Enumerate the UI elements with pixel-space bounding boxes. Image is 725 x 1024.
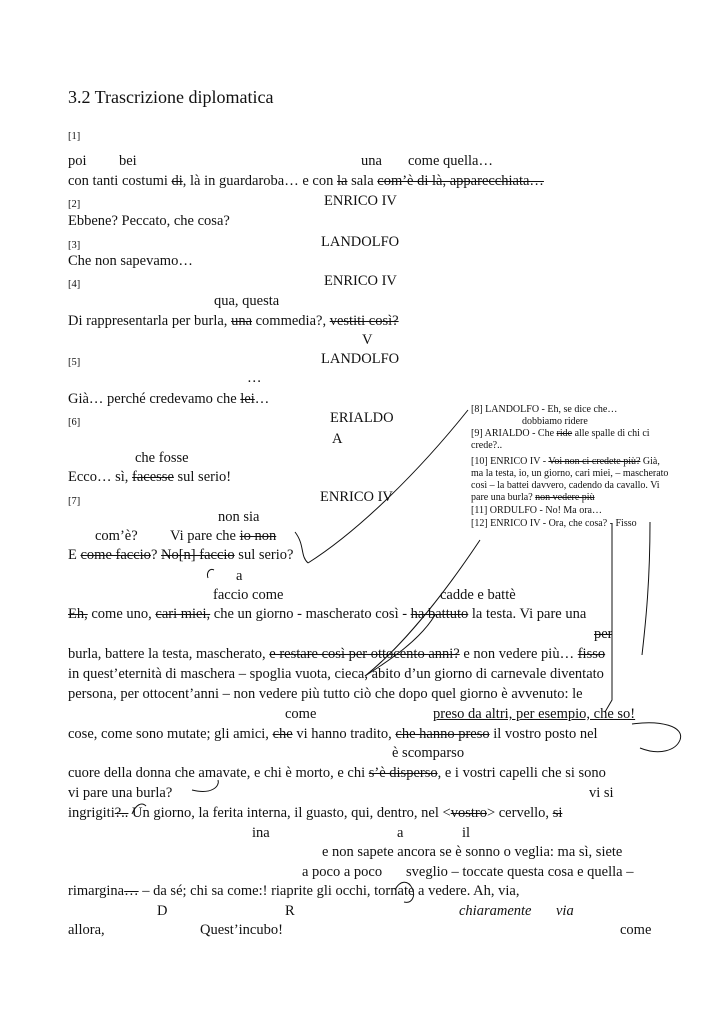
text-line: Di rappresentarla per burla, una commedia?, vestiti così? xyxy=(68,313,399,329)
connector-line xyxy=(295,532,308,563)
connector-line xyxy=(642,522,650,655)
interlinear-addition: cadde e battè xyxy=(440,587,516,603)
text-fragment: poi xyxy=(68,153,87,169)
margin-mark: R xyxy=(285,903,295,919)
deletion: che hanno preso xyxy=(395,726,490,742)
interlinear-addition: via xyxy=(556,903,574,919)
text-line: cuore della donna che amavate, e chi è morto, e chi s’è disperso, e i vostri capelli che si sono xyxy=(68,765,606,781)
speaker-name: ERIALDO xyxy=(330,410,394,426)
interlinear-addition: chiaramente xyxy=(459,903,532,919)
note-line: crede?.. xyxy=(471,440,503,451)
text-line: E come faccio? No[n] faccio sul serio? xyxy=(68,547,294,563)
interlinear-addition: faccio come xyxy=(213,587,284,603)
deletion: per xyxy=(594,626,613,642)
text-line: vi pare una burla? xyxy=(68,785,173,801)
text-line: Già… perché credevamo che lei… xyxy=(68,391,270,407)
deletion: di xyxy=(171,173,183,189)
note-line: [9] ARIALDO - Che ride alle spalle di chi ci xyxy=(471,428,650,439)
text-line: Che non sapevamo… xyxy=(68,253,193,269)
interlinear-addition: e non sapete ancora se è sonno o veglia: ma sì, siete xyxy=(322,844,623,860)
deletion: non vedere più xyxy=(535,492,595,503)
note-line: pare una burla? non vedere più xyxy=(471,492,595,503)
margin-mark: V xyxy=(362,332,373,348)
deletion: come faccio xyxy=(80,547,151,563)
speech-number: [4] xyxy=(68,279,81,290)
speech-number: [5] xyxy=(68,357,81,368)
deletion: facesse xyxy=(132,469,174,485)
text-line: cose, come sono mutate; gli amici, che vi hanno tradito, che hanno preso il vostro posto nel xyxy=(68,726,598,742)
text-line: come xyxy=(620,922,652,938)
text-line: burla, battere la testa, mascherato, e restare così per ottocento anni? e non vedere più… fisso xyxy=(68,646,606,662)
connector-line xyxy=(207,569,214,578)
interlinear-addition xyxy=(594,626,613,643)
text-line: Ecco… sì, facesse sul serio! xyxy=(68,469,232,485)
interlinear-addition: come xyxy=(285,706,317,722)
interlinear-addition: qua, questa xyxy=(214,293,280,309)
note-line: [11] ORDULFO - No! Ma ora… xyxy=(471,505,602,516)
speech-number: [7] xyxy=(68,496,81,507)
text-line: allora, xyxy=(68,922,105,938)
scene-marker: [1] xyxy=(68,131,81,142)
text-fragment: una xyxy=(361,153,382,169)
interlinear-addition: … xyxy=(247,370,262,386)
text-line: con tanti costumi di, là in guardaroba… e con la sala com’è di là, apparecchiata… xyxy=(68,173,544,189)
note-line: così – la battei davvero, cadendo da cavallo. Vi xyxy=(471,480,660,491)
interlinear-addition: che fosse xyxy=(135,450,189,466)
text-line: ingrigiti?.. Un giorno, la ferita interna, il guasto, qui, dentro, nel <vostro> cervello, si xyxy=(68,805,563,821)
text-line: Ebbene? Peccato, che cosa? xyxy=(68,213,230,229)
connector-line xyxy=(632,723,681,752)
deletion: Eh, xyxy=(68,606,88,622)
interlinear-addition: a xyxy=(397,825,404,841)
deletion: fisso xyxy=(577,646,606,662)
deletion: Voi non ci credete più? xyxy=(548,456,641,467)
margin-mark: A xyxy=(332,431,343,447)
deletion: io non xyxy=(239,528,277,544)
interlinear-addition: vi si xyxy=(589,785,614,801)
text-line: Quest’incubo! xyxy=(200,922,283,938)
deletion: vostro xyxy=(450,805,487,821)
speaker-name: ENRICO IV xyxy=(324,273,397,289)
deletion: una xyxy=(231,313,252,329)
speaker-name: LANDOLFO xyxy=(321,234,400,250)
speech-number: [6] xyxy=(68,417,81,428)
note-line: [12] ENRICO IV - Ora, che cosa? - Fisso xyxy=(471,518,637,529)
note-line: ma la testa, io, un giorno, cari miei, – mascherato xyxy=(471,468,669,479)
text-line: persona, per ottocent’anni – non vedere più tutto ciò che dopo quel giorno è avvenuto: le xyxy=(68,686,583,702)
interlinear-addition: preso da altri, per esempio, che so! xyxy=(433,706,636,722)
note-line: dobbiamo ridere xyxy=(522,416,588,427)
text-fragment: bei xyxy=(119,153,137,169)
speech-number: [2] xyxy=(68,199,81,210)
section-heading: 3.2 Trascrizione diplomatica xyxy=(68,87,274,107)
note-line: [8] LANDOLFO - Eh, se dice che… xyxy=(471,404,618,415)
interlinear-addition: a xyxy=(236,568,243,584)
text-line: in quest’eternità di maschera – spoglia vuota, cieca, abito d’un giorno di carnevale diventato xyxy=(68,666,604,682)
interlinear-addition: Vi pare che io non xyxy=(170,528,277,544)
interlinear-addition: a poco a poco xyxy=(302,864,383,880)
text-line: rimargina… – da sé; chi sa come:! riaprite gli occhi, tornate a vedere. Ah, via, xyxy=(68,883,520,899)
deletion: com’è di là, apparecchiata… xyxy=(377,173,544,189)
deletion: No[n] faccio xyxy=(161,547,235,563)
speaker-name: LANDOLFO xyxy=(321,351,400,367)
deletion: ride xyxy=(556,428,573,439)
note-line: [10] ENRICO IV - Voi non ci credete più? Già, xyxy=(471,456,660,467)
deletion: ha battuto xyxy=(410,606,469,622)
text-line: Eh, come uno, cari miei, che un giorno - mascherato così - ha battuto la testa. Vi pare una xyxy=(68,606,587,622)
deletion: cari miei, xyxy=(155,606,211,622)
speaker-name: ENRICO IV xyxy=(324,193,397,209)
speaker-name: ENRICO IV xyxy=(320,489,393,505)
interlinear-addition: è scomparso xyxy=(392,745,465,761)
interlinear-addition: sveglio – toccate questa cosa e quella – xyxy=(406,864,634,880)
deletion: e restare così per ottocento anni? xyxy=(269,646,460,662)
deletion: la xyxy=(337,173,348,189)
deletion: si xyxy=(552,805,563,821)
text-fragment: come quella… xyxy=(408,153,493,169)
deletion: che xyxy=(272,726,293,742)
interlinear-addition: com’è? xyxy=(95,528,138,544)
interlinear-addition: il xyxy=(462,825,471,841)
deletion: s’è disperso xyxy=(368,765,438,781)
deletion: lei xyxy=(240,391,255,407)
deletion: ?.. xyxy=(114,805,129,821)
interlinear-addition: non sia xyxy=(218,509,260,525)
speech-number: [3] xyxy=(68,240,81,251)
connector-line xyxy=(605,523,612,712)
deletion: vestiti così? xyxy=(329,313,399,329)
interlinear-addition: ina xyxy=(252,825,270,841)
deletion: … xyxy=(124,883,139,899)
margin-mark: D xyxy=(157,903,168,919)
